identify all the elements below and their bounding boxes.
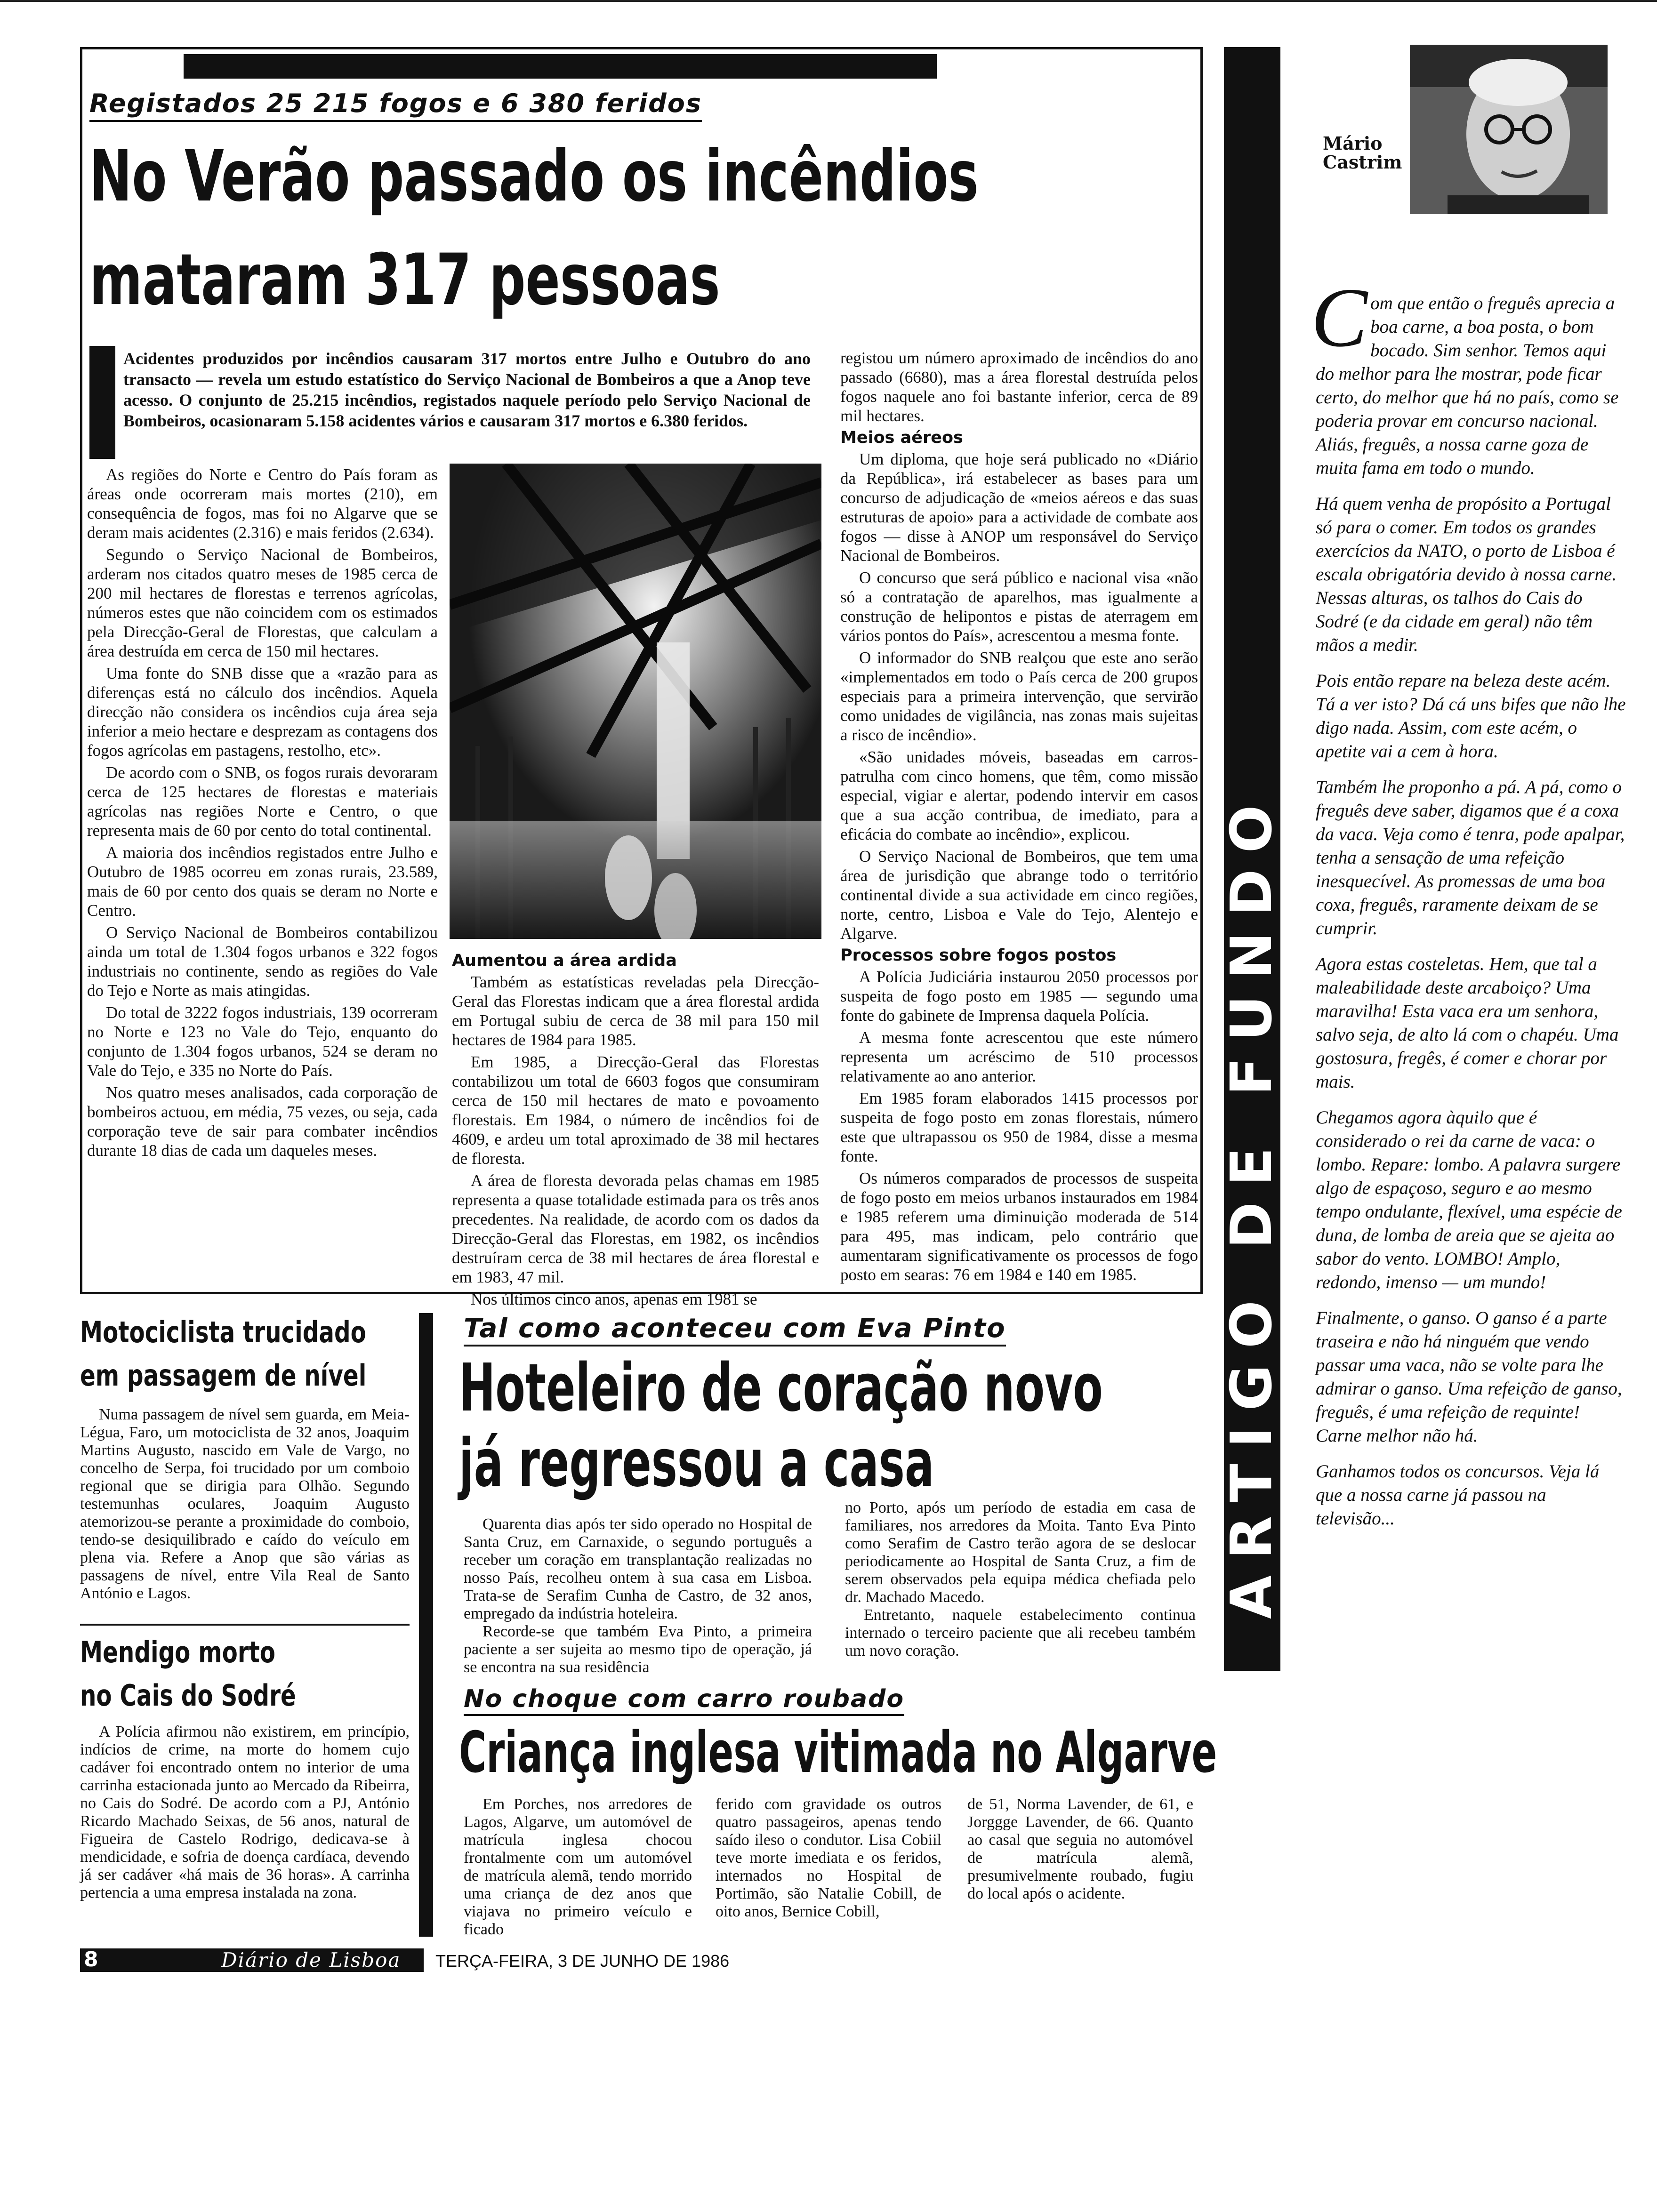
page-number: 8 bbox=[84, 1948, 98, 1972]
paragraph: Nos últimos cinco anos, apenas em 1981 se bbox=[471, 1290, 757, 1308]
article3-column-2 bbox=[716, 1795, 941, 1921]
article2-headline-line2: já regressou a casa bbox=[459, 1425, 934, 1502]
main-headline-line2: mataram 317 pessoas bbox=[89, 239, 720, 321]
issue-date: TERÇA-FEIRA, 3 DE JUNHO DE 1986 bbox=[435, 1951, 730, 1971]
main-headline-line1: No Verão passado os incêndios bbox=[89, 136, 979, 217]
paragraph: Também lhe proponho a pá. A pá, como o freguês deve saber, digamos que é a coxa da vaca. Veja como é tenra, pode apalpar, tenha a sensação de uma refeição inesquecível. As promessas de uma boa coxa, freguês, raramente deixam de se cumprir. bbox=[1316, 777, 1625, 938]
paragraph: Um diploma, que hoje será publicado no «Diário da República», irá estabelecer as bases para um concurso de adjudicação de «meios aéreos e das suas estruturas de apoio» para a actividade de combate aos fogos — disse à ANOP um responsável do Serviço Nacional de Bombeiros. bbox=[840, 450, 1198, 565]
paragraph: A mesma fonte acrescentou que este número representa um acréscimo de 510 processos relativamente ao ano anterior. bbox=[840, 1028, 1198, 1085]
author-last-name: Castrim bbox=[1323, 152, 1402, 173]
subheading: Processos sobre fogos postos bbox=[840, 946, 1117, 965]
article2-column-1 bbox=[464, 1515, 812, 1676]
top-rule bbox=[0, 0, 1657, 2]
article2-headline-line1: Hoteleiro de coração novo bbox=[459, 1350, 1103, 1427]
paragraph: As regiões do Norte e Centro do País foram as áreas onde ocorreram mais mortes (210), em consequência de fogos, mas foi no Algarve que se deram mais acidentes (2.316) e mais feridos (2.634). bbox=[87, 465, 438, 542]
section-label: ARTIGO DE FUNDO bbox=[1219, 789, 1285, 1619]
article2-kicker: Tal como aconteceu com Eva Pinto bbox=[464, 1313, 1006, 1346]
paragraph: Com que então o freguês aprecia a boa carne, a boa posta, o bom bocado. Sim senhor. Temos aqui do melhor para lhe mostrar, pode ficar certo, do melhor que há no país, como se poderia provar em concurso nacional. Aliás, freguês, a nossa carne goza de muita fama em todo o mundo. bbox=[1311, 271, 1619, 478]
paragraph: O concurso que será público e nacional visa «não só a contratação de aparelhos, mas igualmente a construção de helipontos e pistas de aterragem em vários pontos do País», acrescentou a mesma fonte. bbox=[840, 569, 1198, 645]
paragraph: Uma fonte do SNB disse que a «razão para as diferenças está no cálculo dos incêndios. Aquela direcção não considera os incêndios cuja área seja inferior a meio hectare e desprezam as contagens dos fogos agrícolas em pastagens, restolho, etc». bbox=[87, 664, 438, 760]
author-name bbox=[1323, 134, 1402, 172]
brief-body bbox=[80, 1723, 410, 1902]
paragraph: A Polícia Judiciária instaurou 2050 processos por suspeita de fogo posto em 1985 — segundo uma fonte do gabinete de Imprensa daquela Polícia. bbox=[840, 968, 1198, 1025]
lead-dropcap-bar bbox=[89, 346, 115, 459]
paragraph: «São unidades móveis, baseadas em carros-patrulha com cinco homens, que têm, como missão especial, vigiar e alertar, podendo intervir em casos que a sua acção contribua, de imediato, para a eficácia do combate ao incêndio», explicou. bbox=[840, 748, 1198, 843]
paragraph: O informador do SNB realçou que este ano serão «implementados em todo o País cerca de 200 grupos especiais para a primeira intervenção, que servirão como unidades de vigilância, nas zonas mais sujeitas a risco de incêndio». bbox=[840, 649, 1198, 744]
paragraph: A Polícia afirmou não existirem, em princípio, indícios de crime, na morte do homem cujo cadáver foi encontrado ontem no interior de uma carrinha estacionada junto ao Mercado da Ribeirra, no Cais do Sodré. De acordo com a PJ, António Ricardo Machado Seixas, de 56 anos, natural de Figueira de Castelo Rodrigo, dedicava-se à mendicidade, e sofria de doença cardíaca, devendo já ser cadáver «há mais de 36 horas». A carrinha pertencia a uma empresa instalada na zona. bbox=[80, 1723, 410, 1901]
article2-column-2 bbox=[845, 1499, 1196, 1660]
main-article-lead: Acidentes produzidos por incêndios causaram 317 mortos entre Julho e Outubro do ano transacto — revela um estudo estatístico do Serviço Nacional de Bombeiros a que a Anop teve acesso. O conjunto de 25.215 incêndios, registados naquele período pelo Serviço Nacional de Bombeiros, ocasionaram 5.158 acidentes vários e causaram 317 mortos e 6.380 feridos. bbox=[123, 349, 811, 430]
article3-kicker: No choque com carro roubado bbox=[464, 1685, 904, 1716]
paragraph: Entretanto, naquele estabelecimento continua internado o terceiro paciente que ali recebeu também um novo coração. bbox=[845, 1606, 1196, 1659]
paragraph: Do total de 3222 fogos industriais, 139 ocorreram no Norte e 123 no Vale do Tejo, enquanto do conjunto de 1.304 fogos urbanos, 524 se deram no Vale do Tejo, e 335 no Norte do País. bbox=[87, 1003, 438, 1080]
main-article-column-2 bbox=[452, 948, 819, 1312]
paragraph: A maioria dos incêndios registados entre Julho e Outubro de 1985 ocorreu em zonas rurais, 23.589, mais de 60 por cento dos quais se deram no Norte e Centro. bbox=[87, 843, 438, 920]
main-article-kicker: Registados 25 215 fogos e 6 380 feridos bbox=[89, 88, 702, 122]
brief-mendigo bbox=[80, 1631, 410, 1902]
drop-cap: C bbox=[1311, 271, 1368, 364]
separator-rule bbox=[80, 1624, 410, 1626]
paragraph: Agora estas costeletas. Hem, que tal a maleabilidade deste arcaboiço? Uma maravilha! Esta vaca era um senhora, salvo seja, de alto lá com o chapéu. Uma gostosura, fregês, é comer e chorar por mais. bbox=[1316, 954, 1619, 1092]
brief-title-line1: Mendigo morto bbox=[80, 1635, 276, 1669]
brief-title-line2: em passagem de nível bbox=[80, 1358, 367, 1393]
paragraph: O Serviço Nacional de Bombeiros, que tem uma área de jurisdição que abrange todo o território continental divide a sua actividade em cinco regiões, norte, centro, Lisboa e Vale do Tejo, Alentejo e Algarve. bbox=[840, 847, 1198, 943]
paragraph: Recorde-se que também Eva Pinto, a primeira paciente a ser sujeita ao mesmo tipo de operação, já se encontra na sua residência bbox=[464, 1623, 812, 1676]
paragraph: Finalmente, o ganso. O ganso é a parte traseira e não há ninguém que vendo passar uma vaca, não se volte para lhe admirar o ganso. Uma refeição de ganso, freguês, é uma refeição de requinte! Carne melhor não há. bbox=[1316, 1308, 1622, 1446]
burnt-building-image bbox=[450, 464, 821, 939]
paragraph: Chegamos agora àquilo que é considerado o rei da carne de vaca: o lombo. Repare: lombo. A palavra surgere algo de espaçoso, seguro e ao mesmo tempo ondulante, flexível, uma espécie de duna, de lomba de areia que se ajeita ao sabor do vento. LOMBO! Amplo, redondo, imenso — um mundo! bbox=[1316, 1107, 1622, 1292]
subheading: Meios aéreos bbox=[840, 428, 963, 447]
paragraph: Nos quatro meses analisados, cada corporação de bombeiros actuou, em média, 75 vezes, ou seja, cada corporação teve de sair para combater incêndios durante 18 dias de cada um daqueles meses. bbox=[87, 1083, 438, 1160]
paragraph: Ganhamos todos os concursos. Veja lá que a nossa carne já passou na televisão... bbox=[1316, 1461, 1600, 1529]
newspaper-name: Diário de Lisboa bbox=[221, 1948, 401, 1972]
paragraph: A área de floresta devorada pelas chamas em 1985 representa a quase totalidade estimada para os três anos precedentes. Na realidade, de acordo com os dados da Direcção-Geral das Florestas, em 1982, os incêndios destruíram cerca de 38 mil hectares de área florestal e em 1983, 47 mil. bbox=[452, 1171, 819, 1286]
paragraph: no Porto, após um período de estadia em casa de familiares, nos arredores da Moita. Tanto Eva Pinto como Serafim de Castro terão agora de se deslocar periodicamente ao Hospital de Santa Cruz, a fim de serem observados pela equipa médica chefiada pelo dr. Machado Macedo. bbox=[845, 1499, 1196, 1606]
paragraph: ferido com gravidade os outros quatro passageiros, apenas tendo saído ileso o condutor. Lisa Cobiil teve morte imediata e os feridos, internados no Hospital de Portimão, são Natalie Cobill, de oito anos, Bernice Cobill, bbox=[716, 1795, 941, 1920]
author-first-name: Mário bbox=[1323, 133, 1383, 154]
paragraph: Em Porches, nos arredores de Lagos, Algarve, um automóvel de matrícula inglesa chocou frontalmente com um automóvel de matrícula alemã, tendo morrido uma criança de dez anos que viajava no primeiro veículo e ficado bbox=[464, 1795, 692, 1938]
main-article-column-3 bbox=[840, 348, 1198, 1287]
paragraph: de 51, Norma Lavender, de 61, e Jorggge Lavender, de 66. Quanto ao casal que seguia no automóvel de matrícula alemã, presumivelmente roubado, fugiu do local após o acidente. bbox=[967, 1795, 1193, 1902]
article3-column-1 bbox=[464, 1795, 692, 1939]
opinion-text bbox=[1311, 271, 1626, 1543]
article-separator-bar bbox=[419, 1313, 433, 1937]
paragraph: Os números comparados de processos de suspeita de fogo posto em meios urbanos instaurados em 1984 e 1985 referem uma diminuição moderada de 514 para 495, mas indicam, pelo contrário que aumentaram significativamente os processos de fogo posto em searas: 76 em 1984 e 140 em 1985. bbox=[840, 1169, 1198, 1284]
brief-title-line2: no Cais do Sodré bbox=[80, 1678, 296, 1713]
brief-motociclista bbox=[80, 1311, 410, 1603]
header-black-bar bbox=[184, 54, 937, 79]
paragraph: Em 1985, a Direcção-Geral das Florestas contabilizou um total de 6603 fogos que consumiram cerca de 150 mil hectares de mato e povoamento florestais. Em 1984, o número de incêndios foi de 4609, e ardeu um total aproximado de 38 mil hectares de floresta. bbox=[452, 1053, 819, 1168]
paragraph: Em 1985 foram elaborados 1415 processos por suspeita de fogo posto em zonas florestais, número este que ultrapassou os 950 de 1984, disse a mesma fonte. bbox=[840, 1089, 1198, 1165]
paragraph: registou um número aproximado de incêndios do ano passado (6680), mas a área florestal destruída pelos fogos naquele ano foi bastante inferior, cerca de 89 mil hectares. bbox=[840, 349, 1198, 425]
paragraph: Também as estatísticas reveladas pela Direcção-Geral das Florestas indicam que a área florestal ardida em Portugal subiu de cerca de 38 mil para 150 mil hectares de 1984 para 1985. bbox=[452, 973, 819, 1049]
brief-body bbox=[80, 1406, 410, 1603]
main-article-column-1 bbox=[87, 465, 438, 1163]
subheading: Aumentou a área ardida bbox=[452, 951, 677, 970]
author-photo-image bbox=[1410, 45, 1608, 214]
article3-column-3 bbox=[967, 1795, 1193, 1903]
brief-title-line1: Motociclista trucidado bbox=[80, 1315, 366, 1349]
paragraph: De acordo com o SNB, os fogos rurais devoraram cerca de 125 hectares de florestas e materiais agrícolas nas regiões Norte e Centro, o que representa mais de 60 por cento do total continental. bbox=[87, 763, 438, 840]
paragraph: Segundo o Serviço Nacional de Bombeiros, arderam nos citados quatro meses de 1985 cerca de 200 mil hectares de florestas e terrenos agrícolas, números estes que não coincidem com os estimados pela Direcção-Geral de Florestas, que calculam a área destruída em cerca de 150 mil hectares. bbox=[87, 545, 438, 660]
fire-photo bbox=[450, 464, 821, 939]
paragraph: Há quem venha de propósito a Portugal só para o comer. Em todos os grandes exercícios da NATO, o porto de Lisboa é escala obrigatória devido à nossa carne. Nessas alturas, os talhos do Cais do Sodré (e da cidade em geral) não têm mãos a medir. bbox=[1316, 494, 1617, 655]
article3-headline: Criança inglesa vitimada no Algarve bbox=[459, 1720, 1217, 1786]
paragraph: Pois então repare na beleza deste acém. Tá a ver isto? Dá cá uns bifes que não lhe digo nada. Assim, com este acém, o apetite vai a cem à hora. bbox=[1316, 671, 1626, 761]
author-portrait bbox=[1410, 45, 1608, 214]
paragraph: O Serviço Nacional de Bombeiros contabilizou ainda um total de 1.304 fogos urbanos e 322 fogos industriais no continente, sendo as regiões do Vale do Tejo e Norte as mais atingidas. bbox=[87, 923, 438, 1000]
paragraph: Quarenta dias após ter sido operado no Hospital de Santa Cruz, em Carnaxide, o segundo português a receber um coração em transplantação realizadas no nosso País, recolheu ontem à sua casa em Lisboa. Trata-se de Serafim Cunha de Castro, de 32 anos, empregado da indústria hoteleira. bbox=[464, 1515, 812, 1622]
paragraph: Numa passagem de nível sem guarda, em Meia-Légua, Faro, um motociclista de 32 anos, Joaquim Martins Augusto, nascido em Vale de Vargo, no concelho de Serpa, foi trucidado por um comboio regional que se dirigia para Olhão. Segundo testemunhas oculares, Joaquim Augusto atemorizou-se perante a proximidade do comboio, tendo-se desiquilibrado e caído do veículo em plena via. Refere a Anop que são várias as passagens de nível, entre Vila Real de Santo António e Lagos. bbox=[80, 1406, 410, 1602]
